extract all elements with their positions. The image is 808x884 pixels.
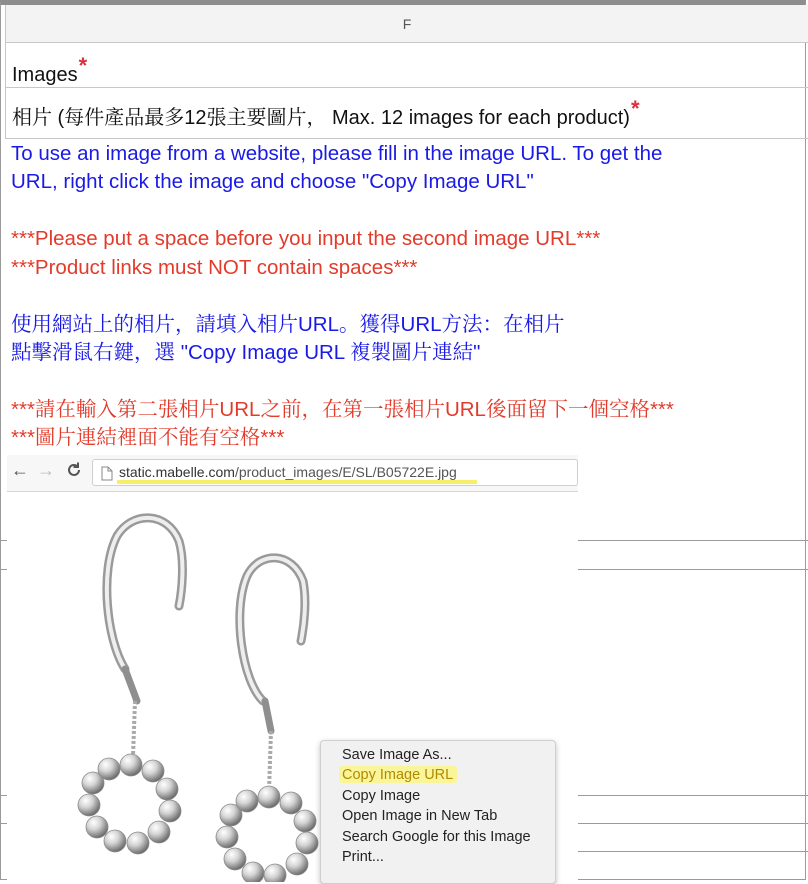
menu-item-open-in-new-tab[interactable]: Open Image in New Tab: [342, 808, 498, 824]
page-icon: [101, 466, 113, 486]
gridline: [578, 569, 808, 570]
cell-images-header[interactable]: [5, 43, 808, 88]
menu-item-print[interactable]: Print...: [342, 849, 384, 865]
forward-arrow-icon[interactable]: →: [37, 460, 55, 480]
url-highlight: [117, 480, 477, 484]
menu-item-copy-image-url[interactable]: Copy Image URL: [342, 767, 454, 783]
menu-item-search-google[interactable]: Search Google for this Image: [342, 829, 531, 845]
address-bar[interactable]: [92, 459, 578, 486]
instruction-zh-line-2: 點擊滑鼠右鍵，選 "Copy Image URL 複製圖片連結": [11, 341, 481, 364]
images-label: Images: [12, 64, 78, 86]
instruction-no-spaces-warning: ***Product links must NOT contain spaces***: [11, 256, 418, 279]
gridline: [555, 823, 808, 824]
menu-item-save-image-as[interactable]: Save Image As...: [342, 747, 452, 763]
instruction-en-line-1: To use an image from a website, please fill in the image URL. To get the: [11, 142, 663, 165]
back-arrow-icon[interactable]: ←: [11, 460, 29, 480]
instruction-zh-line-1: 使用網站上的相片，請填入相片URL。獲得URL方法：在相片: [11, 313, 565, 336]
url-path: /product_images/E/SL/B05722E.jpg: [234, 464, 457, 480]
required-asterisk: *: [630, 96, 640, 121]
instruction-space-warning: ***Please put a space before you input the second image URL***: [11, 227, 601, 250]
menu-item-copy-image[interactable]: Copy Image: [342, 788, 421, 804]
gridline: [578, 540, 808, 541]
images-description-label: 相片 (每件產品最多12張主要圖片， Max. 12 images for each product): [12, 107, 630, 129]
instruction-zh-space-warning: ***請在輸入第二張相片URL之前，在第一張相片URL後面留下一個空格***: [11, 398, 674, 421]
url-domain: static.mabelle.com: [119, 464, 235, 480]
required-asterisk: *: [78, 53, 88, 78]
instruction-zh-no-spaces-warning: ***圖片連結裡面不能有空格***: [11, 426, 285, 449]
instruction-en-line-2: URL, right click the image and choose "Copy Image URL": [11, 170, 534, 193]
reload-icon[interactable]: [65, 461, 83, 484]
context-menu: [320, 740, 556, 884]
column-header-f[interactable]: F: [5, 5, 808, 43]
cell-images-description[interactable]: [5, 88, 808, 139]
browser-toolbar: [7, 455, 578, 492]
gridline: [555, 851, 808, 852]
gridline: [555, 795, 808, 796]
